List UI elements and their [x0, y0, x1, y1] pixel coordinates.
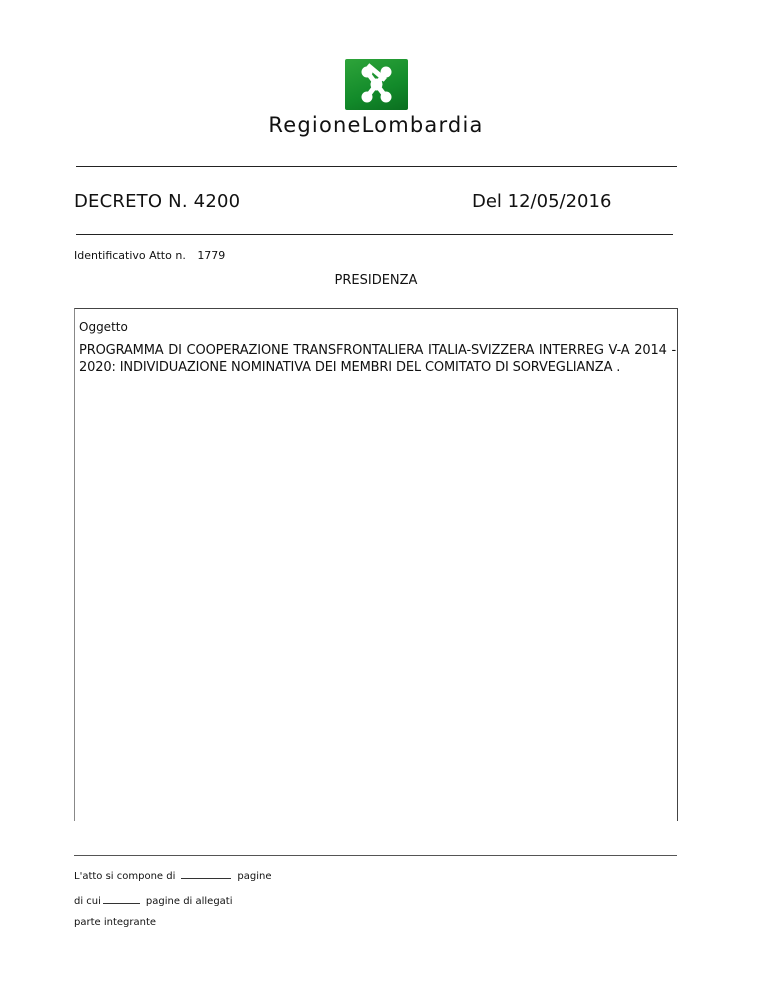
oggetto-text: PROGRAMMA DI COOPERAZIONE TRANSFRONTALIERA ITALIA-SVIZZERA INTERREG V-A 2014 - 2020: INDIVIDUAZIONE NOMINATIVA DEI MEMBRI DEL COMITATO DI SORVEGLIANZA .: [79, 343, 676, 375]
department-title: PRESIDENZA: [334, 273, 418, 288]
lombardia-cross-icon: [345, 59, 408, 110]
identificativo-number: 1779: [197, 249, 226, 262]
footer-pages-suffix: pagine: [237, 871, 272, 882]
regione-lombardia-logo: [345, 59, 408, 110]
footer-pages-prefix: L'atto si compone di: [74, 871, 176, 882]
identificativo-atto: [74, 249, 225, 262]
header-divider-bottom: [76, 234, 673, 235]
oggetto-label: Oggetto: [79, 320, 128, 334]
decree-number: DECRETO N. 4200: [74, 191, 241, 212]
attachments-blank: [103, 894, 140, 904]
footer-attachments-line: [74, 894, 233, 907]
pages-blank: [181, 869, 231, 879]
identificativo-label: Identificativo Atto n.: [74, 249, 186, 262]
logo-wordmark: RegioneLombardia: [268, 113, 484, 137]
footer-attachments-suffix: pagine di allegati: [145, 896, 233, 907]
footer-attachments-prefix: di cui: [74, 896, 101, 907]
oggetto-box: [74, 308, 678, 821]
footer-divider: [74, 855, 677, 856]
footer-integral-part: parte integrante: [74, 917, 157, 928]
footer-pages-line: [74, 869, 271, 882]
header-divider-top: [76, 166, 677, 167]
decree-date: Del 12/05/2016: [472, 191, 612, 212]
